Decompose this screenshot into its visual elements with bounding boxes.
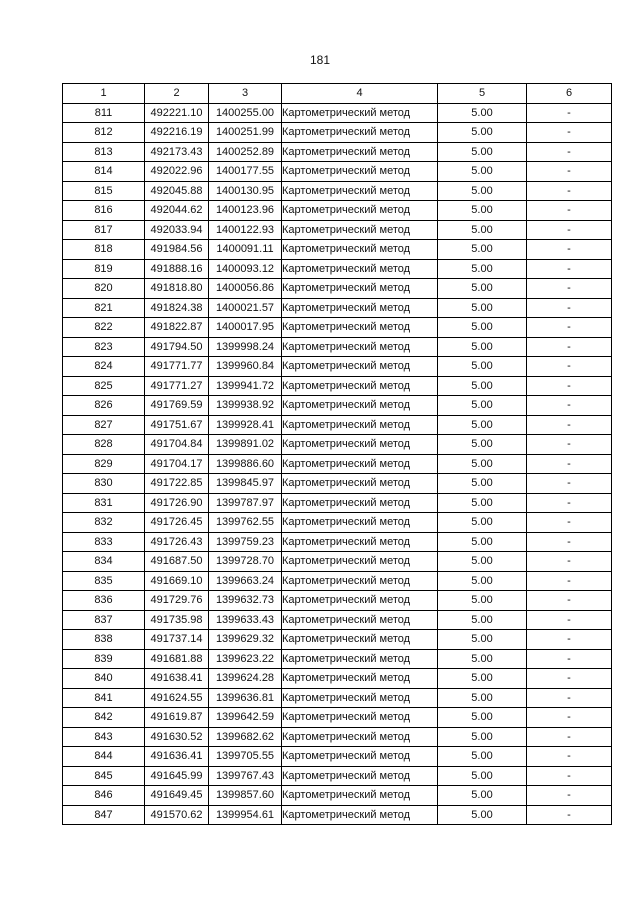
x-coordinate-cell: 491751.67 (145, 415, 209, 435)
table-row (63, 435, 612, 455)
x-coordinate-cell: 492221.10 (145, 103, 209, 123)
y-coordinate-cell: 1399728.70 (209, 552, 282, 572)
point-number-cell: 837 (63, 610, 145, 630)
method-cell: Картометрический метод (282, 532, 438, 552)
y-coordinate-cell: 1400093.12 (209, 259, 282, 279)
accuracy-cell: 5.00 (438, 201, 527, 221)
column-header: 1 (63, 84, 145, 104)
note-cell: - (527, 786, 612, 806)
x-coordinate-cell: 491645.99 (145, 766, 209, 786)
accuracy-cell: 5.00 (438, 747, 527, 767)
note-cell: - (527, 357, 612, 377)
y-coordinate-cell: 1399941.72 (209, 376, 282, 396)
note-cell: - (527, 181, 612, 201)
method-cell: Картометрический метод (282, 766, 438, 786)
y-coordinate-cell: 1399938.92 (209, 396, 282, 416)
note-cell: - (527, 610, 612, 630)
point-number-cell: 824 (63, 357, 145, 377)
x-coordinate-cell: 491824.38 (145, 298, 209, 318)
table-row (63, 357, 612, 377)
point-number-cell: 831 (63, 493, 145, 513)
x-coordinate-cell: 491726.43 (145, 532, 209, 552)
coordinates-table (62, 83, 612, 825)
point-number-cell: 835 (63, 571, 145, 591)
x-coordinate-cell: 491818.80 (145, 279, 209, 299)
point-number-cell: 811 (63, 103, 145, 123)
method-cell: Картометрический метод (282, 103, 438, 123)
accuracy-cell: 5.00 (438, 493, 527, 513)
method-cell: Картометрический метод (282, 669, 438, 689)
accuracy-cell: 5.00 (438, 376, 527, 396)
method-cell: Картометрический метод (282, 688, 438, 708)
x-coordinate-cell: 491726.45 (145, 513, 209, 533)
table-row (63, 396, 612, 416)
method-cell: Картометрический метод (282, 493, 438, 513)
method-cell: Картометрический метод (282, 786, 438, 806)
method-cell: Картометрический метод (282, 298, 438, 318)
accuracy-cell: 5.00 (438, 708, 527, 728)
method-cell: Картометрический метод (282, 454, 438, 474)
note-cell: - (527, 474, 612, 494)
y-coordinate-cell: 1399857.60 (209, 786, 282, 806)
point-number-cell: 844 (63, 747, 145, 767)
method-cell: Картометрический метод (282, 571, 438, 591)
point-number-cell: 826 (63, 396, 145, 416)
method-cell: Картометрический метод (282, 337, 438, 357)
y-coordinate-cell: 1399891.02 (209, 435, 282, 455)
y-coordinate-cell: 1399642.59 (209, 708, 282, 728)
table-body (63, 103, 612, 825)
accuracy-cell: 5.00 (438, 142, 527, 162)
note-cell: - (527, 591, 612, 611)
table-row (63, 337, 612, 357)
x-coordinate-cell: 491704.17 (145, 454, 209, 474)
table-row (63, 727, 612, 747)
point-number-cell: 813 (63, 142, 145, 162)
method-cell: Картометрический метод (282, 435, 438, 455)
method-cell: Картометрический метод (282, 630, 438, 650)
column-header: 6 (527, 84, 612, 104)
accuracy-cell: 5.00 (438, 279, 527, 299)
table-row (63, 766, 612, 786)
note-cell: - (527, 318, 612, 338)
point-number-cell: 829 (63, 454, 145, 474)
x-coordinate-cell: 492173.43 (145, 142, 209, 162)
point-number-cell: 845 (63, 766, 145, 786)
x-coordinate-cell: 492022.96 (145, 162, 209, 182)
note-cell: - (527, 415, 612, 435)
x-coordinate-cell: 491729.76 (145, 591, 209, 611)
table-row (63, 513, 612, 533)
note-cell: - (527, 396, 612, 416)
point-number-cell: 828 (63, 435, 145, 455)
y-coordinate-cell: 1399682.62 (209, 727, 282, 747)
y-coordinate-cell: 1400123.96 (209, 201, 282, 221)
note-cell: - (527, 162, 612, 182)
accuracy-cell: 5.00 (438, 357, 527, 377)
note-cell: - (527, 493, 612, 513)
note-cell: - (527, 669, 612, 689)
table-row (63, 708, 612, 728)
y-coordinate-cell: 1400122.93 (209, 220, 282, 240)
method-cell: Картометрический метод (282, 259, 438, 279)
x-coordinate-cell: 491619.87 (145, 708, 209, 728)
y-coordinate-cell: 1400017.95 (209, 318, 282, 338)
note-cell: - (527, 103, 612, 123)
method-cell: Картометрический метод (282, 162, 438, 182)
x-coordinate-cell: 491704.84 (145, 435, 209, 455)
accuracy-cell: 5.00 (438, 181, 527, 201)
table-row (63, 669, 612, 689)
y-coordinate-cell: 1400091.11 (209, 240, 282, 260)
x-coordinate-cell: 491769.59 (145, 396, 209, 416)
method-cell: Картометрический метод (282, 396, 438, 416)
y-coordinate-cell: 1400255.00 (209, 103, 282, 123)
point-number-cell: 821 (63, 298, 145, 318)
accuracy-cell: 5.00 (438, 220, 527, 240)
point-number-cell: 827 (63, 415, 145, 435)
table-row (63, 630, 612, 650)
point-number-cell: 822 (63, 318, 145, 338)
x-coordinate-cell: 491624.55 (145, 688, 209, 708)
table-row (63, 747, 612, 767)
point-number-cell: 817 (63, 220, 145, 240)
x-coordinate-cell: 491822.87 (145, 318, 209, 338)
point-number-cell: 823 (63, 337, 145, 357)
method-cell: Картометрический метод (282, 240, 438, 260)
note-cell: - (527, 123, 612, 143)
note-cell: - (527, 240, 612, 260)
table-row (63, 532, 612, 552)
accuracy-cell: 5.00 (438, 610, 527, 630)
note-cell: - (527, 376, 612, 396)
point-number-cell: 839 (63, 649, 145, 669)
accuracy-cell: 5.00 (438, 396, 527, 416)
x-coordinate-cell: 491722.85 (145, 474, 209, 494)
accuracy-cell: 5.00 (438, 532, 527, 552)
x-coordinate-cell: 492045.88 (145, 181, 209, 201)
accuracy-cell: 5.00 (438, 474, 527, 494)
method-cell: Картометрический метод (282, 649, 438, 669)
note-cell: - (527, 142, 612, 162)
y-coordinate-cell: 1399632.73 (209, 591, 282, 611)
point-number-cell: 814 (63, 162, 145, 182)
table-row (63, 415, 612, 435)
table-row (63, 376, 612, 396)
y-coordinate-cell: 1400130.95 (209, 181, 282, 201)
accuracy-cell: 5.00 (438, 240, 527, 260)
accuracy-cell: 5.00 (438, 337, 527, 357)
point-number-cell: 825 (63, 376, 145, 396)
note-cell: - (527, 435, 612, 455)
y-coordinate-cell: 1399787.97 (209, 493, 282, 513)
x-coordinate-cell: 491984.56 (145, 240, 209, 260)
x-coordinate-cell: 491737.14 (145, 630, 209, 650)
x-coordinate-cell: 491636.41 (145, 747, 209, 767)
table-row (63, 181, 612, 201)
header-row (63, 84, 612, 104)
method-cell: Картометрический метод (282, 727, 438, 747)
y-coordinate-cell: 1399759.23 (209, 532, 282, 552)
point-number-cell: 838 (63, 630, 145, 650)
table-row (63, 240, 612, 260)
y-coordinate-cell: 1399705.55 (209, 747, 282, 767)
method-cell: Картометрический метод (282, 220, 438, 240)
page-number: 181 (309, 53, 331, 67)
method-cell: Картометрический метод (282, 123, 438, 143)
point-number-cell: 815 (63, 181, 145, 201)
note-cell: - (527, 337, 612, 357)
method-cell: Картометрический метод (282, 552, 438, 572)
table-row (63, 688, 612, 708)
y-coordinate-cell: 1399928.41 (209, 415, 282, 435)
y-coordinate-cell: 1399998.24 (209, 337, 282, 357)
point-number-cell: 841 (63, 688, 145, 708)
accuracy-cell: 5.00 (438, 454, 527, 474)
point-number-cell: 846 (63, 786, 145, 806)
table-row (63, 805, 612, 825)
accuracy-cell: 5.00 (438, 571, 527, 591)
x-coordinate-cell: 491735.98 (145, 610, 209, 630)
point-number-cell: 840 (63, 669, 145, 689)
accuracy-cell: 5.00 (438, 630, 527, 650)
point-number-cell: 843 (63, 727, 145, 747)
table-row (63, 552, 612, 572)
note-cell: - (527, 708, 612, 728)
table-row (63, 454, 612, 474)
accuracy-cell: 5.00 (438, 669, 527, 689)
y-coordinate-cell: 1399623.22 (209, 649, 282, 669)
column-header: 3 (209, 84, 282, 104)
note-cell: - (527, 513, 612, 533)
table-row (63, 610, 612, 630)
x-coordinate-cell: 491794.50 (145, 337, 209, 357)
table-row (63, 786, 612, 806)
method-cell: Картометрический метод (282, 591, 438, 611)
method-cell: Картометрический метод (282, 415, 438, 435)
method-cell: Картометрический метод (282, 513, 438, 533)
accuracy-cell: 5.00 (438, 435, 527, 455)
accuracy-cell: 5.00 (438, 103, 527, 123)
y-coordinate-cell: 1400252.89 (209, 142, 282, 162)
y-coordinate-cell: 1399886.60 (209, 454, 282, 474)
method-cell: Картометрический метод (282, 357, 438, 377)
table-row (63, 279, 612, 299)
point-number-cell: 832 (63, 513, 145, 533)
note-cell: - (527, 630, 612, 650)
table-row (63, 220, 612, 240)
table-row (63, 201, 612, 221)
accuracy-cell: 5.00 (438, 513, 527, 533)
table-row (63, 123, 612, 143)
accuracy-cell: 5.00 (438, 727, 527, 747)
x-coordinate-cell: 491669.10 (145, 571, 209, 591)
accuracy-cell: 5.00 (438, 786, 527, 806)
note-cell: - (527, 259, 612, 279)
point-number-cell: 820 (63, 279, 145, 299)
note-cell: - (527, 220, 612, 240)
method-cell: Картометрический метод (282, 376, 438, 396)
accuracy-cell: 5.00 (438, 766, 527, 786)
table-row (63, 493, 612, 513)
table-row (63, 318, 612, 338)
note-cell: - (527, 747, 612, 767)
y-coordinate-cell: 1400021.57 (209, 298, 282, 318)
y-coordinate-cell: 1399636.81 (209, 688, 282, 708)
table-row (63, 142, 612, 162)
point-number-cell: 819 (63, 259, 145, 279)
point-number-cell: 830 (63, 474, 145, 494)
method-cell: Картометрический метод (282, 181, 438, 201)
accuracy-cell: 5.00 (438, 415, 527, 435)
x-coordinate-cell: 491726.90 (145, 493, 209, 513)
note-cell: - (527, 688, 612, 708)
y-coordinate-cell: 1399954.61 (209, 805, 282, 825)
y-coordinate-cell: 1399624.28 (209, 669, 282, 689)
y-coordinate-cell: 1399633.43 (209, 610, 282, 630)
y-coordinate-cell: 1399663.24 (209, 571, 282, 591)
note-cell: - (527, 766, 612, 786)
table-row (63, 162, 612, 182)
accuracy-cell: 5.00 (438, 552, 527, 572)
y-coordinate-cell: 1399762.55 (209, 513, 282, 533)
table-row (63, 474, 612, 494)
note-cell: - (527, 298, 612, 318)
y-coordinate-cell: 1399960.84 (209, 357, 282, 377)
x-coordinate-cell: 491771.27 (145, 376, 209, 396)
x-coordinate-cell: 491630.52 (145, 727, 209, 747)
x-coordinate-cell: 491681.88 (145, 649, 209, 669)
accuracy-cell: 5.00 (438, 259, 527, 279)
point-number-cell: 836 (63, 591, 145, 611)
note-cell: - (527, 201, 612, 221)
accuracy-cell: 5.00 (438, 318, 527, 338)
method-cell: Картометрический метод (282, 474, 438, 494)
note-cell: - (527, 571, 612, 591)
point-number-cell: 842 (63, 708, 145, 728)
table-row (63, 298, 612, 318)
point-number-cell: 816 (63, 201, 145, 221)
method-cell: Картометрический метод (282, 201, 438, 221)
y-coordinate-cell: 1400251.99 (209, 123, 282, 143)
y-coordinate-cell: 1400177.55 (209, 162, 282, 182)
accuracy-cell: 5.00 (438, 298, 527, 318)
point-number-cell: 833 (63, 532, 145, 552)
x-coordinate-cell: 492033.94 (145, 220, 209, 240)
method-cell: Картометрический метод (282, 279, 438, 299)
note-cell: - (527, 279, 612, 299)
point-number-cell: 847 (63, 805, 145, 825)
accuracy-cell: 5.00 (438, 123, 527, 143)
y-coordinate-cell: 1399629.32 (209, 630, 282, 650)
y-coordinate-cell: 1400056.86 (209, 279, 282, 299)
note-cell: - (527, 805, 612, 825)
column-header: 2 (145, 84, 209, 104)
x-coordinate-cell: 492044.62 (145, 201, 209, 221)
accuracy-cell: 5.00 (438, 649, 527, 669)
method-cell: Картометрический метод (282, 610, 438, 630)
column-header: 4 (282, 84, 438, 104)
note-cell: - (527, 649, 612, 669)
note-cell: - (527, 454, 612, 474)
method-cell: Картометрический метод (282, 318, 438, 338)
method-cell: Картометрический метод (282, 708, 438, 728)
x-coordinate-cell: 492216.19 (145, 123, 209, 143)
accuracy-cell: 5.00 (438, 162, 527, 182)
x-coordinate-cell: 491771.77 (145, 357, 209, 377)
y-coordinate-cell: 1399767.43 (209, 766, 282, 786)
accuracy-cell: 5.00 (438, 688, 527, 708)
column-header: 5 (438, 84, 527, 104)
note-cell: - (527, 532, 612, 552)
x-coordinate-cell: 491687.50 (145, 552, 209, 572)
table-row (63, 591, 612, 611)
y-coordinate-cell: 1399845.97 (209, 474, 282, 494)
method-cell: Картометрический метод (282, 747, 438, 767)
x-coordinate-cell: 491570.62 (145, 805, 209, 825)
x-coordinate-cell: 491649.45 (145, 786, 209, 806)
method-cell: Картометрический метод (282, 805, 438, 825)
x-coordinate-cell: 491638.41 (145, 669, 209, 689)
point-number-cell: 818 (63, 240, 145, 260)
table-header (63, 84, 612, 104)
accuracy-cell: 5.00 (438, 805, 527, 825)
point-number-cell: 834 (63, 552, 145, 572)
table-row (63, 571, 612, 591)
table-row (63, 259, 612, 279)
point-number-cell: 812 (63, 123, 145, 143)
note-cell: - (527, 552, 612, 572)
accuracy-cell: 5.00 (438, 591, 527, 611)
x-coordinate-cell: 491888.16 (145, 259, 209, 279)
table-row (63, 649, 612, 669)
method-cell: Картометрический метод (282, 142, 438, 162)
note-cell: - (527, 727, 612, 747)
table-row (63, 103, 612, 123)
